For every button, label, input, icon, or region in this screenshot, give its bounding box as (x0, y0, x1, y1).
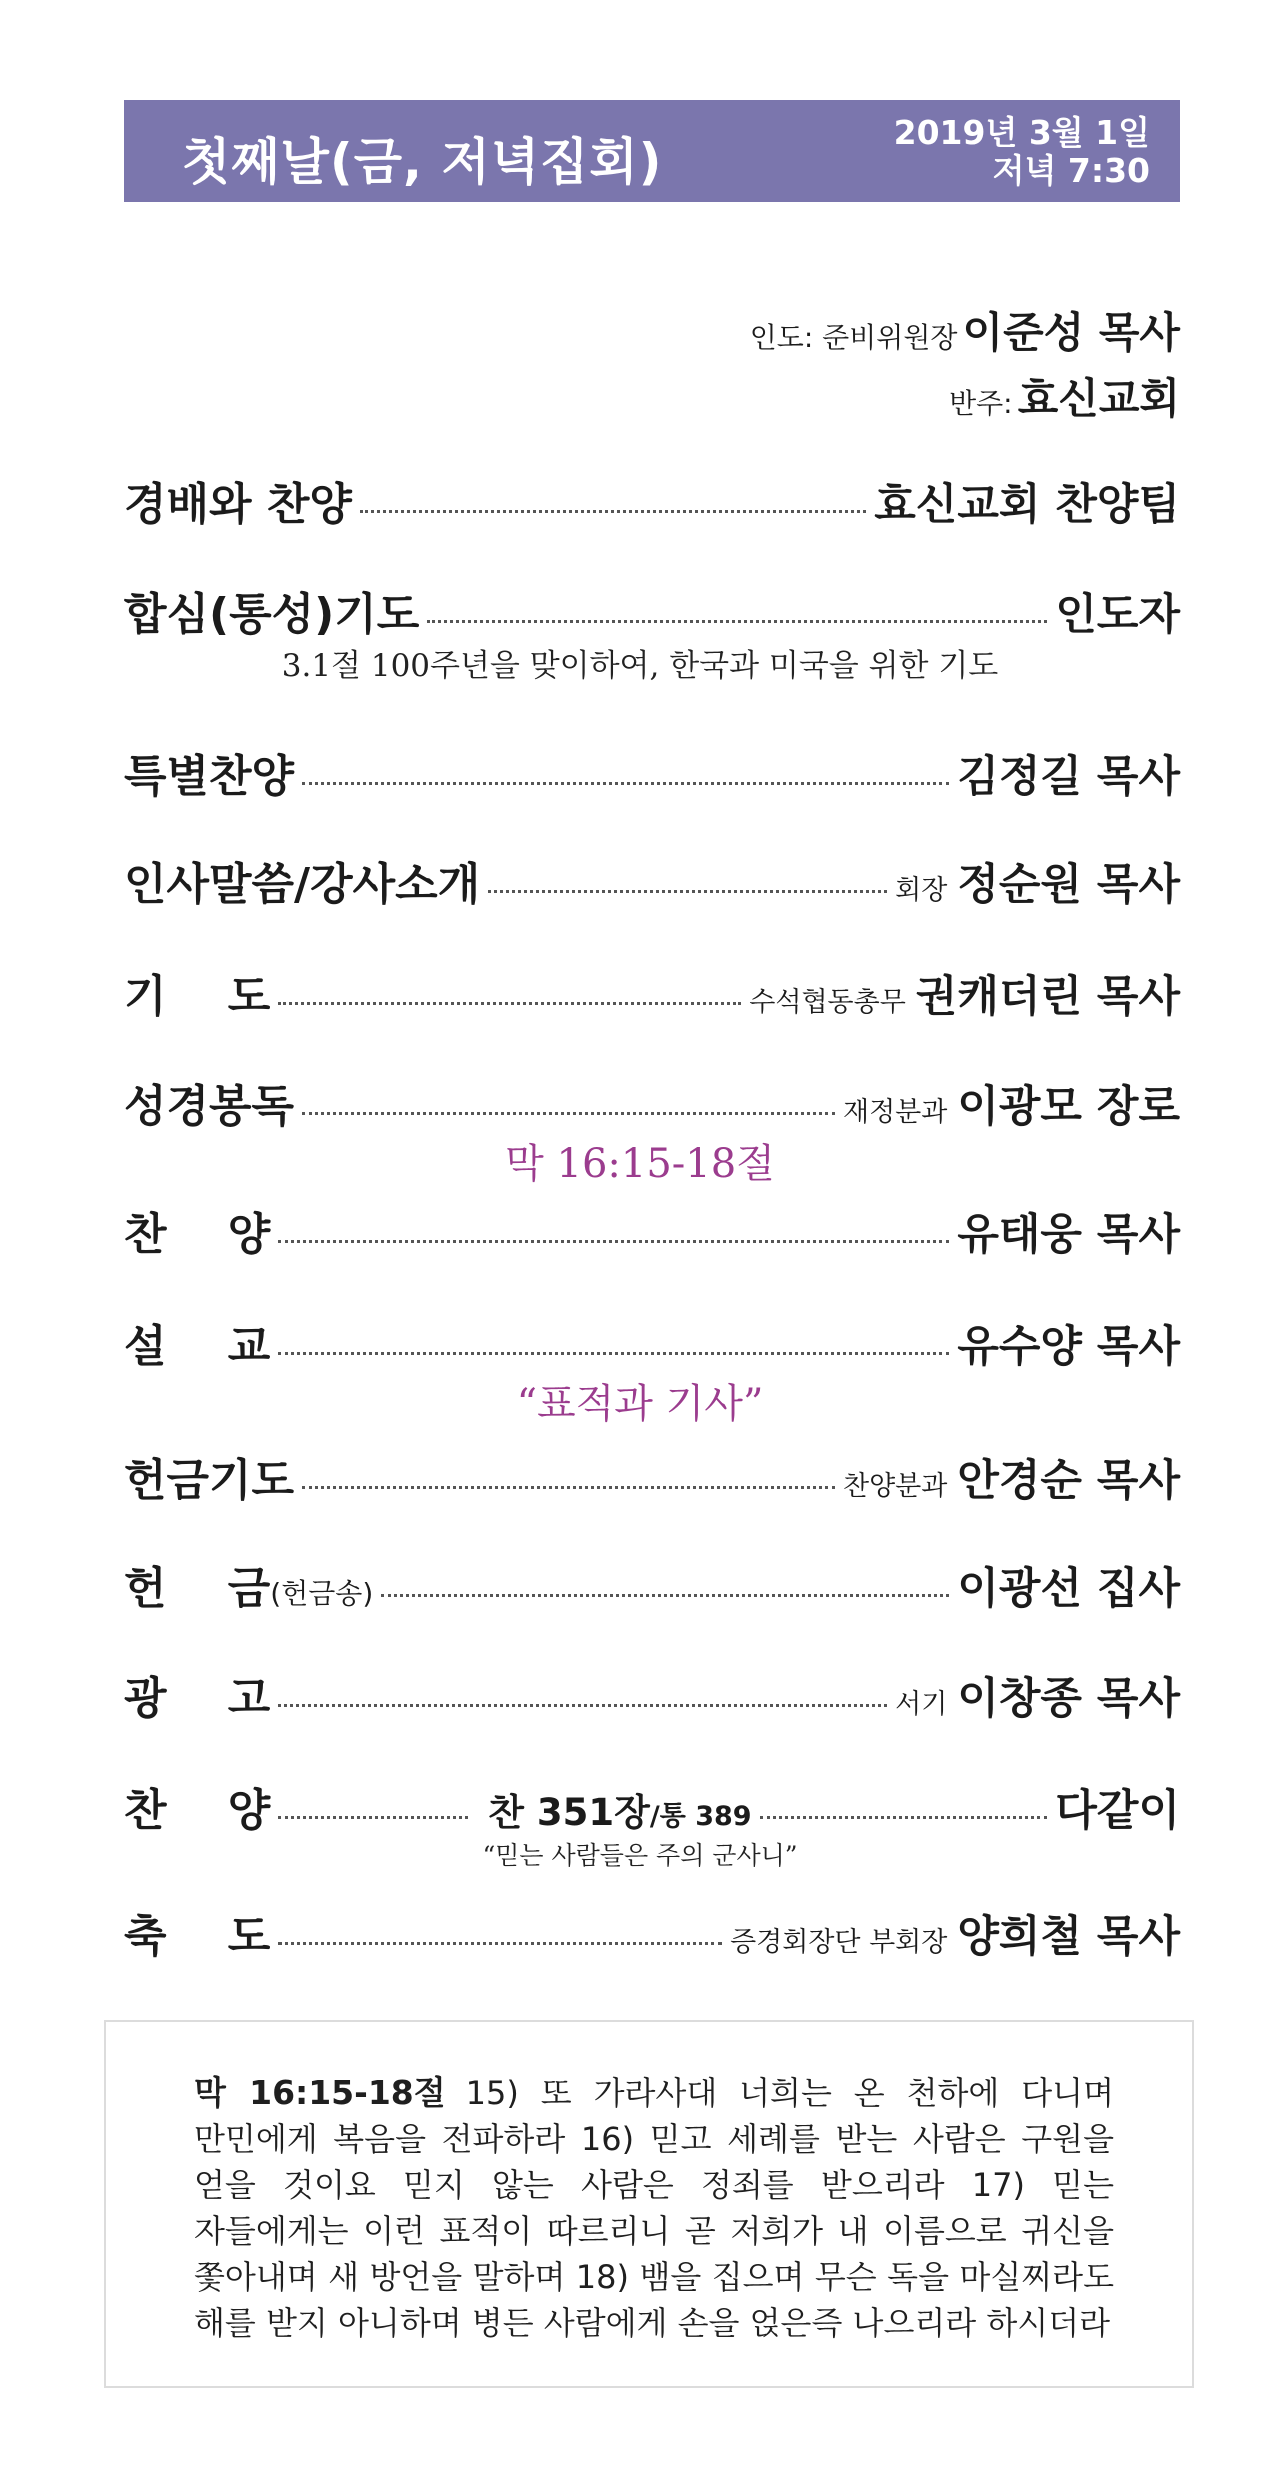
program-person: 안경순 목사 (957, 1456, 1180, 1506)
dot-leader (278, 1002, 741, 1005)
scripture-box-reference: 막 16:15-18절 (194, 2073, 446, 2112)
program-role: 서기 (895, 1689, 948, 1720)
program-item-name: 경배와 찬양 (124, 479, 352, 530)
event-date: 2019년 3월 1일 (893, 113, 1150, 152)
program-item-name: 찬 양 (124, 1209, 271, 1260)
program-item-name: 기 도 (124, 971, 271, 1022)
accompanist-line (750, 366, 1180, 432)
program-role: 수석협동총무 (749, 987, 906, 1018)
dot-leader (278, 1816, 468, 1819)
dot-leader (427, 620, 1047, 623)
dot-leader (278, 1942, 722, 1945)
hymn-main: 찬 351장 (488, 1791, 650, 1834)
program-row-offering-prayer (124, 1444, 1180, 1514)
program-item-sub: (헌금송) (270, 1577, 374, 1610)
program-item-name: 찬 양 (124, 1785, 271, 1836)
hymn-number (488, 1782, 751, 1836)
program-person: 양희철 목사 (957, 1912, 1180, 1962)
program-person: 다같이 (1055, 1786, 1180, 1836)
program-row-sermon (124, 1310, 1180, 1380)
scripture-text-block (194, 2070, 1114, 2346)
program-row-hymn (124, 1774, 1180, 1844)
program-row-special-song (124, 740, 1180, 810)
program-item-name: 성경봉독 (124, 1081, 295, 1132)
program-role: 재정분과 (843, 1097, 948, 1128)
program-row-praise (124, 468, 1180, 538)
program-person: 유태웅 목사 (957, 1210, 1180, 1260)
program-person: 이광모 장로 (957, 1082, 1180, 1132)
program-person: 이창종 목사 (957, 1674, 1180, 1724)
sermon-title: “표적과 기사” (516, 1381, 764, 1427)
program-person: 권캐더린 목사 (915, 972, 1180, 1022)
hymn-title: “믿는 사람들은 주의 군사니” (482, 1841, 798, 1870)
program-row-prayer (124, 960, 1180, 1030)
program-person: 이광선 집사 (957, 1564, 1180, 1614)
program-item-name: 합심(통성)기도 (124, 589, 420, 640)
day-header-bar (124, 100, 1180, 202)
scripture-box (104, 2020, 1194, 2388)
date-time (894, 114, 1150, 190)
program-role: 회장 (895, 875, 948, 906)
program-item-name: 인사말씀/강사소개 (124, 859, 481, 910)
program-person: 유수양 목사 (957, 1322, 1180, 1372)
program-person: 김정길 목사 (957, 752, 1180, 802)
program-item-name: 특별찬양 (124, 751, 295, 802)
program-person: 효신교회 찬양팀 (874, 480, 1180, 530)
leader-name: 이준성 목사 (962, 308, 1180, 357)
program-item-name: 축 도 (124, 1911, 271, 1962)
program-row-greeting (124, 848, 1180, 918)
program-row-announcements (124, 1662, 1180, 1732)
day-title: 첫째날(금, 저녁집회) (182, 133, 663, 191)
scripture-box-text: 15) 또 가라사대 너희는 온 천하에 다니며 만민에게 복음을 전파하라 16) 믿고 세례를 받는 사람은 구원을 얻을 것이요 믿지 않는 사람은 정죄를 받으리라 17) 믿는 자들에게는 이런 표적이 따르리니 곧 저희가 내 이름으로 귀신을 쫓아내며 새 방언을 말하며 18) 뱀을 집으며 무슨 독을 마실찌라도 해를 받지 아니하며 병든 사람에게 손을 얹은즉 나으리라 하시더라 (194, 2074, 1114, 2342)
event-time: 저녁 7:30 (992, 151, 1150, 190)
leader-label: 인도: 준비위원장 (749, 321, 958, 354)
dot-leader (278, 1352, 949, 1355)
dot-leader (760, 1816, 1048, 1819)
program-person: 인도자 (1055, 590, 1180, 640)
dot-leader (302, 1112, 835, 1115)
program-row-scripture (124, 1070, 1180, 1140)
dot-leader (278, 1240, 949, 1243)
hymn-alt: /통 389 (649, 1801, 752, 1832)
program-role: 찬양분과 (843, 1471, 948, 1502)
program-item-name: 헌금기도 (124, 1455, 295, 1506)
leader-line (750, 300, 1180, 366)
dot-leader (381, 1594, 949, 1597)
accompanist-name: 효신교회 (1017, 374, 1180, 423)
dot-leader (302, 1486, 835, 1489)
dot-leader (488, 890, 887, 893)
leaders-block (750, 300, 1180, 432)
dot-leader (302, 782, 949, 785)
program-person: 정순원 목사 (957, 860, 1180, 910)
program-role: 증경회장단 부회장 (730, 1927, 948, 1958)
program-item-name: 헌 금 (124, 1563, 271, 1614)
dot-leader (360, 510, 866, 513)
program-item-name: 설 교 (124, 1321, 271, 1372)
program-row-benediction (124, 1900, 1180, 1970)
accompanist-label: 반주: (949, 387, 1013, 420)
scripture-reference: 막 16:15-18절 (505, 1141, 775, 1187)
program-row-unison-prayer (124, 578, 1180, 648)
program-row-offering (124, 1552, 1180, 1622)
prayer-topic-note: 3.1절 100주년을 맞이하여, 한국과 미국을 위한 기도 (281, 648, 999, 684)
dot-leader (278, 1704, 887, 1707)
program-item-name: 광 고 (124, 1673, 271, 1724)
program-row-song (124, 1198, 1180, 1268)
